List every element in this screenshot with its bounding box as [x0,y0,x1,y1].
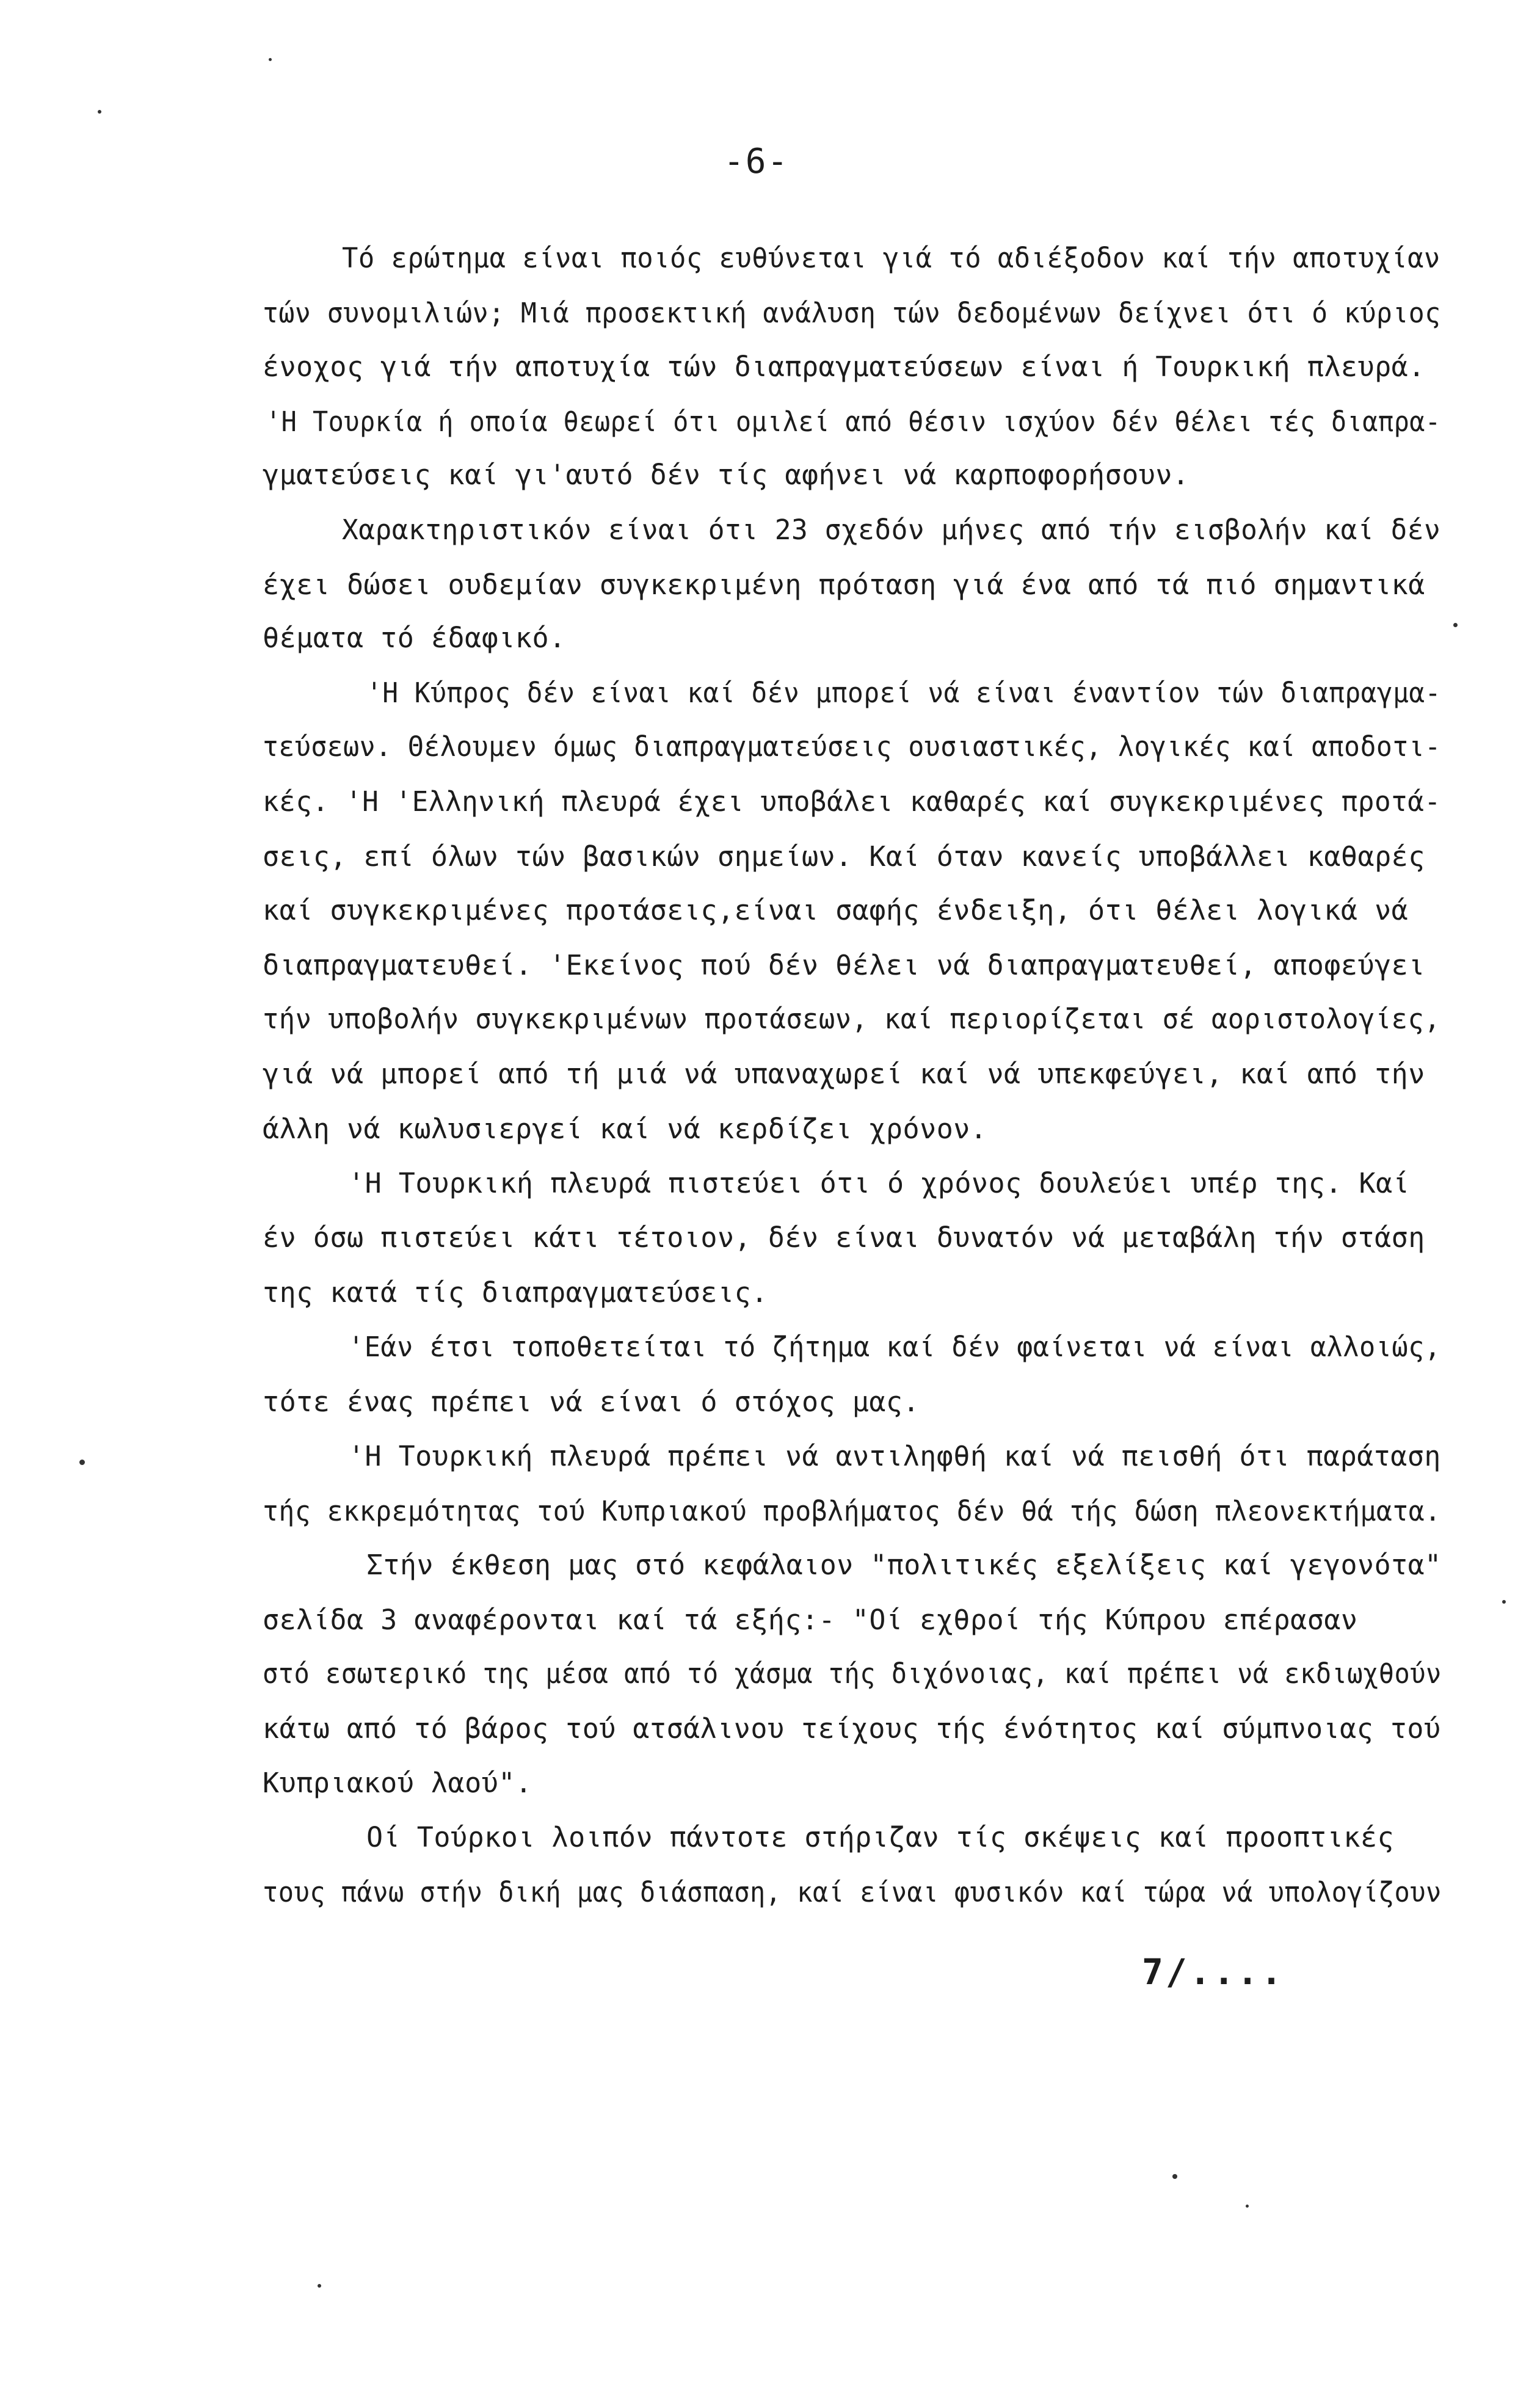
text-line: Στήν έκθεση μας στό κεφάλαιον "πολιτικές εξελίξεις καί γεγονότα" [366,1549,1442,1581]
text-line: έχει δώσει ουδεμίαν συγκεκριμένη πρόταση γιά ένα από τά πιό σημαντικά [263,569,1425,601]
text-line: τους πάνω στήν δική μας διάσπαση, καί είναι φυσικόν καί τώρα νά υπολογίζουν [263,1876,1442,1908]
text-line: γματεύσεις καί γι'αυτό δέν τίς αφήνει νά καρποφορήσουν. [263,459,1190,491]
text-line: έν όσω πιστεύει κάτι τέτοιον, δέν είναι δυνατόν νά μεταβάλη τήν στάση [263,1221,1425,1254]
scan-speck [318,2284,321,2288]
text-line: ένοχος γιά τήν αποτυχία τών διαπραγματεύσεων είναι ή Τουρκική πλευρά. [263,351,1425,383]
text-line: στό εσωτερικό της μέσα από τό χάσμα τής διχόνοιας, καί πρέπει νά εκδιωχθούν [263,1657,1442,1690]
text-line: τών συνομιλιών; Μιά προσεκτική ανάλυση τών δεδομένων δείχνει ότι ό κύριος [263,297,1441,329]
text-line: Οί Τούρκοι λοιπόν πάντοτε στήριζαν τίς σκέψεις καί προοπτικές [366,1821,1395,1853]
text-line: Τό ερώτημα είναι ποιός ευθύνεται γιά τό αδιέξοδον καί τήν αποτυχίαν [342,242,1440,274]
scan-speck [1502,1600,1506,1604]
text-line: άλλη νά κωλυσιεργεί καί νά κερδίζει χρόνον. [263,1113,987,1145]
text-line: σελίδα 3 αναφέρονται καί τά εξής:- "Οί εχθροί τής Κύπρου επέρασαν [263,1604,1358,1636]
text-line: 'Η Τουρκία ή οποία θεωρεί ότι ομιλεί από θέσιν ισχύον δέν θέλει τές διαπρα- [266,405,1441,438]
text-line: τεύσεων. Θέλουμεν όμως διαπραγματεύσεις ουσιαστικές, λογικές καί αποδοτι- [263,730,1441,763]
text-line: τότε ένας πρέπει νά είναι ό στόχος μας. [263,1386,920,1418]
text-line: κές. 'Η 'Ελληνική πλευρά έχει υποβάλει καθαρές καί συγκεκριμένες προτά- [263,785,1441,818]
text-line: 'Η Τουρκική πλευρά πρέπει νά αντιληφθή καί νά πεισθή ότι παράταση [348,1440,1441,1472]
text-line: καί συγκεκριμένες προτάσεις,είναι σαφής ένδειξη, ότι θέλει λογικά νά [263,894,1409,926]
text-line: Κυπριακού λαού". [263,1767,532,1799]
text-line: σεις, επί όλων τών βασικών σημείων. Καί όταν κανείς υποβάλλει καθαρές [263,840,1425,873]
text-line: θέματα τό έδαφικό. [263,622,566,654]
text-line: διαπραγματευθεί. 'Εκείνος πού δέν θέλει νά διαπραγματευθεί, αποφεύγει [263,949,1425,981]
scan-speck [1453,623,1458,627]
text-line: Χαρακτηριστικόν είναι ότι 23 σχεδόν μήνες από τήν εισβολήν καί δέν [342,514,1441,546]
text-line: κάτω από τό βάρος τού ατσάλινου τείχους τής ένότητος καί σύμπνοιας τού [263,1712,1441,1745]
scan-speck [1172,2174,1177,2179]
text-line: 'Η Κύπρος δέν είναι καί δέν μπορεί νά είναι έναντίον τών διαπραγμα- [366,677,1441,709]
text-line: 'Εάν έτσι τοποθετείται τό ζήτημα καί δέν φαίνεται νά είναι αλλοιώς, [348,1331,1441,1363]
scan-speck [269,58,272,61]
continuation-reference: 7/.... [1142,1951,1285,1993]
scan-speck [79,1460,85,1465]
scan-speck [1246,2205,1249,2208]
text-line: τής εκκρεμότητας τού Κυπριακού προβλήματος δέν θά τής δώση πλεονεκτήματα. [263,1495,1441,1527]
text-line: της κατά τίς διαπραγματεύσεις. [263,1276,768,1309]
text-line: 'Η Τουρκική πλευρά πιστεύει ότι ό χρόνος δουλεύει υπέρ της. Καί [348,1167,1410,1199]
page-number: -6- [724,142,790,181]
text-line: τήν υποβολήν συγκεκριμένων προτάσεων, καί περιορίζεται σέ αοριστολογίες, [263,1003,1441,1035]
scan-speck [98,110,101,114]
text-line: γιά νά μπορεί από τή μιά νά υπαναχωρεί καί νά υπεκφεύγει, καί από τήν [263,1058,1425,1090]
